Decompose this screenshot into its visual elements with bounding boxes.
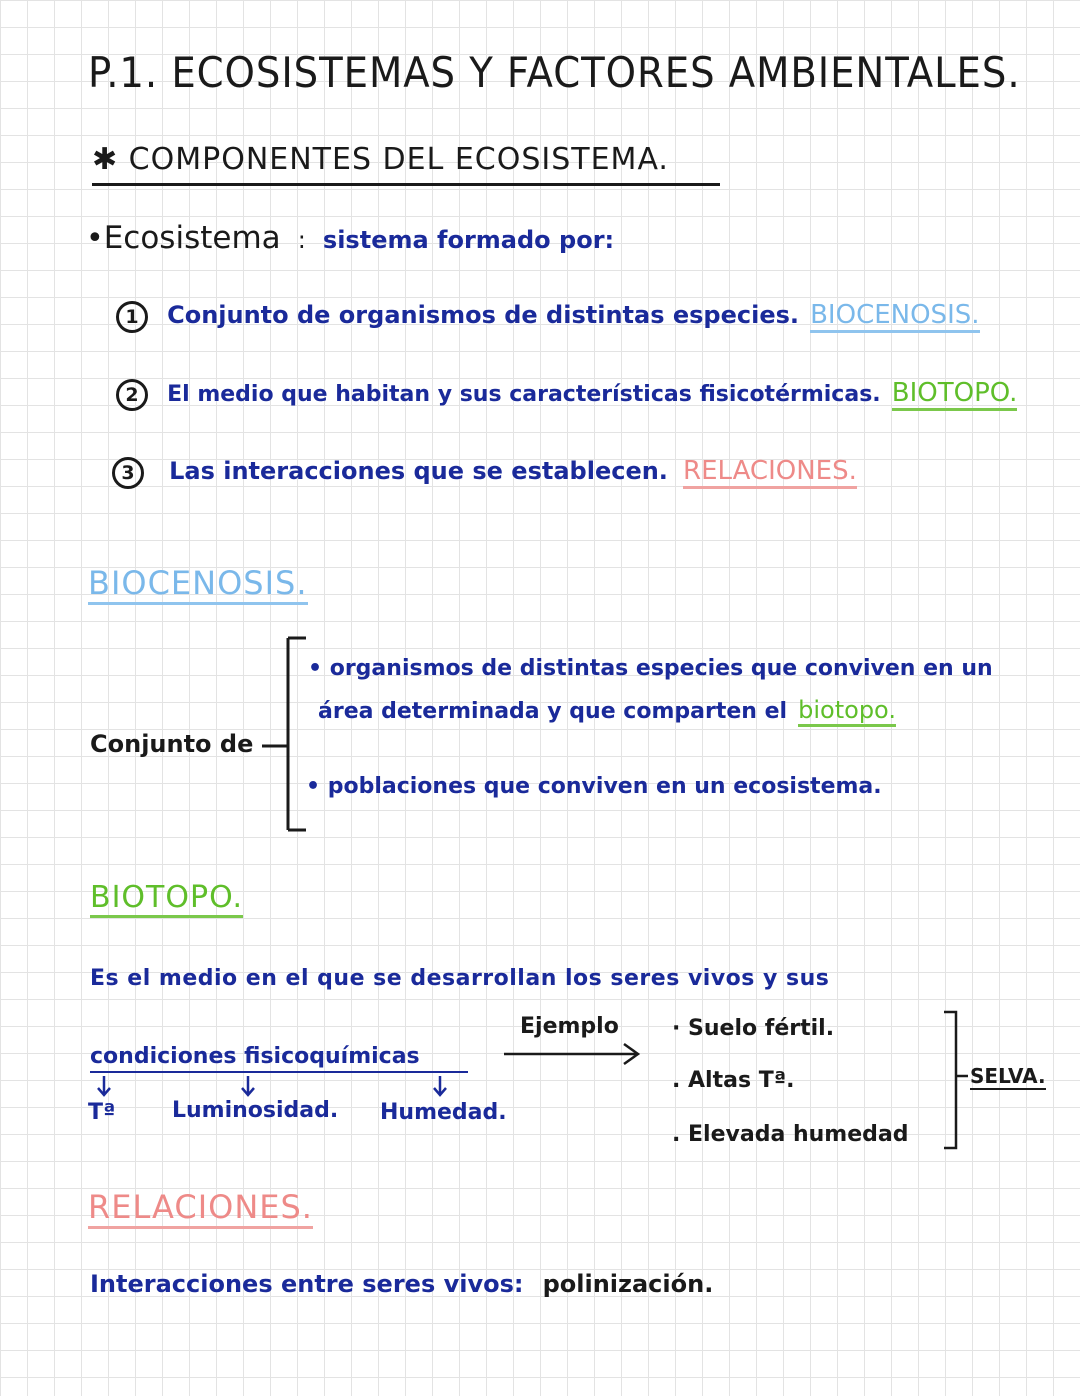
bullet-1-text: área determinada y que comparten el	[318, 699, 788, 724]
list-item	[116, 378, 1017, 411]
list-item	[112, 456, 857, 489]
definition-text: sistema formado por:	[322, 226, 615, 254]
number-badge: 2	[116, 379, 148, 411]
biocenosis-bullet-1-line2	[318, 696, 896, 724]
example-brace	[940, 1008, 970, 1154]
item-tag-biocenosis: BIOCENOSIS.	[810, 300, 979, 333]
components-heading	[92, 142, 720, 186]
item-tag-biotopo: BIOTOPO.	[892, 378, 1018, 411]
biotopo-heading: BIOTOPO.	[90, 880, 243, 918]
factor-temperature: Tª	[88, 1100, 116, 1125]
components-heading-text: ✱ COMPONENTES DEL ECOSISTEMA.	[92, 142, 669, 177]
item-text: El medio que habitan y sus características fisicotérmicas.	[167, 382, 881, 407]
number-badge: 3	[112, 457, 144, 489]
factor-luminosity: Luminosidad.	[172, 1098, 339, 1123]
bullet: •	[86, 221, 104, 256]
item-tag-relaciones: RELACIONES.	[683, 456, 857, 489]
relaciones-heading: RELACIONES.	[88, 1188, 313, 1229]
item-text: Conjunto de organismos de distintas especies.	[167, 301, 799, 329]
list-item	[116, 300, 980, 333]
relaciones-line	[90, 1270, 713, 1298]
example-item: . Altas Tª.	[672, 1068, 795, 1093]
conjunto-de-label: Conjunto de	[90, 730, 254, 758]
colon: :	[297, 226, 306, 254]
conditions-text: condiciones fisicoquímicas	[90, 1044, 468, 1073]
example-item: . Elevada humedad	[672, 1122, 909, 1147]
polinizacion-example: polinización.	[542, 1270, 714, 1298]
biocenosis-heading: BIOCENOSIS.	[88, 564, 308, 605]
number-badge: 1	[116, 301, 148, 333]
item-text: Las interacciones que se establecen.	[169, 457, 668, 485]
selva-result: SELVA.	[970, 1064, 1046, 1088]
definition-line	[86, 220, 614, 256]
factor-humidity: Humedad.	[380, 1100, 507, 1125]
biotopo-link: biotopo.	[798, 696, 896, 727]
example-label: Ejemplo	[520, 1014, 619, 1039]
example-arrow	[500, 1040, 650, 1070]
biotopo-line1: Es el medio en el que se desarrollan los seres vivos y sus	[90, 966, 830, 991]
ecosistema-term: Ecosistema	[103, 220, 281, 256]
relaciones-text: Interacciones entre seres vivos:	[90, 1270, 524, 1298]
biocenosis-bullet-1-line1: • organismos de distintas especies que conviven en un	[308, 656, 993, 681]
biocenosis-bullet-2: • poblaciones que conviven en un ecosistema.	[306, 774, 882, 799]
page-title: P.1. ECOSISTEMAS Y FACTORES AMBIENTALES.	[88, 48, 1021, 97]
example-item: · Suelo fértil.	[672, 1016, 835, 1041]
